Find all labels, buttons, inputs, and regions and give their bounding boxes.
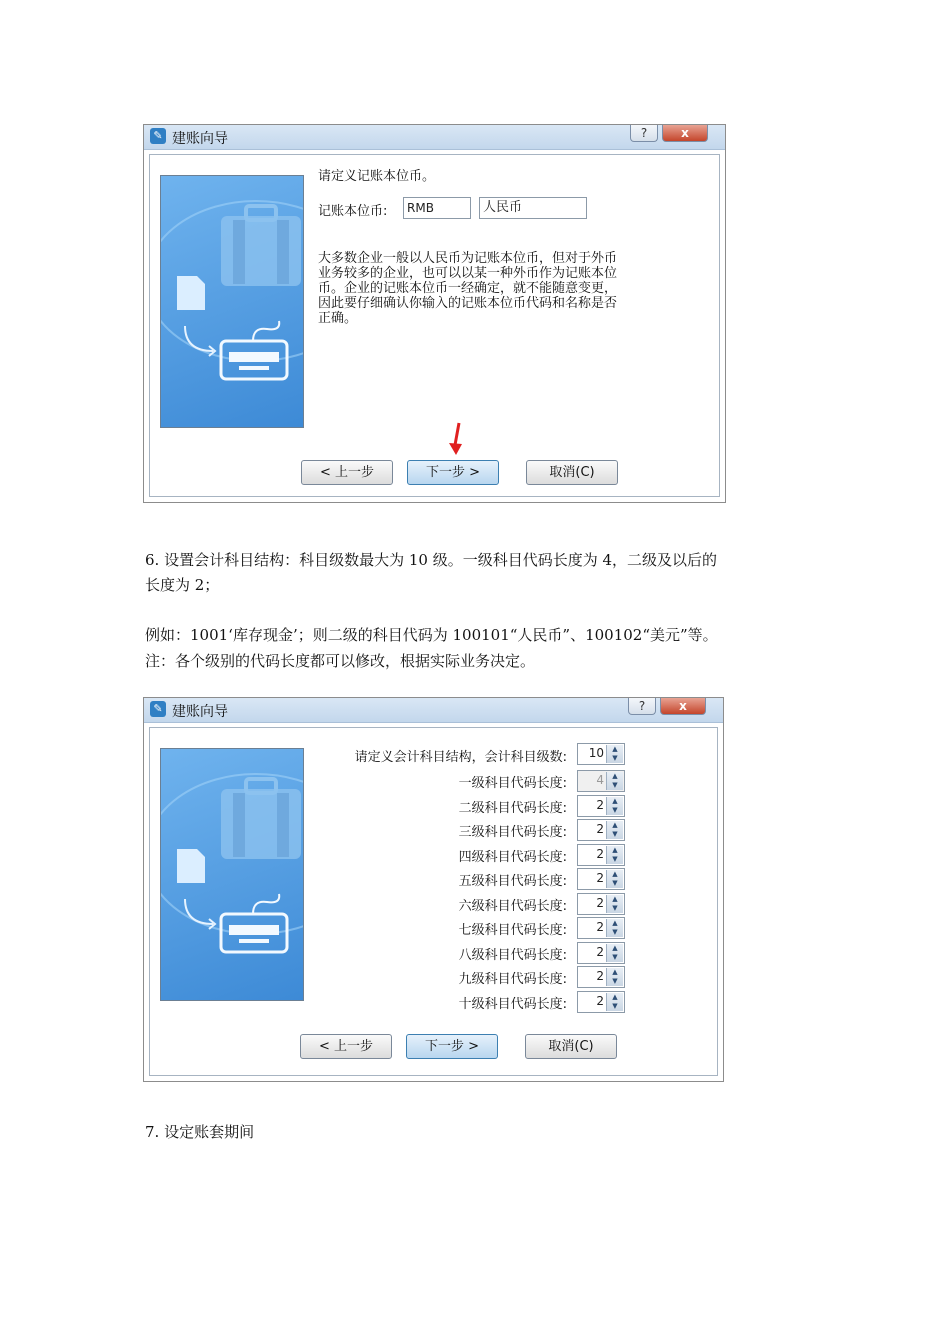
level-length-value: 2 xyxy=(596,798,604,812)
level-length-label: 九级科目代码长度: xyxy=(458,972,567,987)
wizard-illustration-graphic xyxy=(161,176,304,428)
wizard-dialog-currency xyxy=(143,124,726,503)
level-length-stepper[interactable] xyxy=(577,917,625,939)
levels-stepper[interactable] xyxy=(577,743,625,765)
step6-line3: 例如：1001‘库存现金’；则二级的科目代码为 100101“人民币”、100102“美元”等。 xyxy=(145,626,718,644)
level-length-value: 4 xyxy=(596,773,604,787)
currency-name-input[interactable]: 人民币 xyxy=(479,197,587,219)
app-icon: ✎ xyxy=(150,701,166,717)
level-length-value: 2 xyxy=(596,871,604,885)
level-length-value: 2 xyxy=(596,969,604,983)
level-length-stepper xyxy=(577,770,625,792)
level-length-label: 三级科目代码长度: xyxy=(458,825,567,840)
spin-arrows-icon[interactable]: ▲ ▼ xyxy=(606,993,623,1011)
close-button[interactable]: x xyxy=(660,698,706,715)
level-length-label: 五级科目代码长度: xyxy=(458,874,567,889)
next-button[interactable]: 下一步 > xyxy=(406,1034,498,1059)
red-arrow-icon xyxy=(447,421,465,457)
level-length-stepper[interactable] xyxy=(577,942,625,964)
level-length-value: 2 xyxy=(596,847,604,861)
level-length-label: 六级科目代码长度: xyxy=(458,899,567,914)
wizard-illustration-graphic xyxy=(161,749,304,1001)
spin-arrows-icon[interactable]: ▲ ▼ xyxy=(606,919,623,937)
spin-arrows-icon[interactable]: ▲ ▼ xyxy=(606,821,623,839)
prev-button[interactable]: < 上一步 xyxy=(301,460,393,485)
spin-arrows-icon[interactable]: ▲ ▼ xyxy=(606,968,623,986)
level-length-label: 十级科目代码长度: xyxy=(458,997,567,1012)
level-length-value: 2 xyxy=(596,920,604,934)
wizard-illustration xyxy=(160,175,304,428)
level-length-stepper[interactable] xyxy=(577,991,625,1013)
level-length-stepper[interactable] xyxy=(577,795,625,817)
level-length-label: 八级科目代码长度: xyxy=(458,948,567,963)
wizard-illustration xyxy=(160,748,304,1001)
spin-arrows-icon[interactable]: ▲ ▼ xyxy=(606,870,623,888)
level-length-value: 2 xyxy=(596,896,604,910)
level-length-label: 七级科目代码长度: xyxy=(458,923,567,938)
step6-line1: 6. 设置会计科目结构：科目级数最大为 10 级。一级科目代码长度为 4，二级及以后的 xyxy=(145,551,718,569)
spin-arrows-icon[interactable]: ▲ ▼ xyxy=(606,944,623,962)
dialog-body xyxy=(149,727,718,1076)
spin-arrows-icon[interactable]: ▲ ▼ xyxy=(606,895,623,913)
cancel-button[interactable]: 取消(C) xyxy=(526,460,618,485)
level-length-value: 2 xyxy=(596,994,604,1008)
level-length-label: 四级科目代码长度: xyxy=(458,850,567,865)
currency-description: 大多数企业一般以人民币为记账本位币，但对于外币业务较多的企业，也可以以某一种外币作为记账本位币。企业的记账本位币一经确定，就不能随意变更，因此要仔细确认你输入的记账本位币代码和名称是否正确。 xyxy=(318,251,618,326)
step6-line2: 长度为 2； xyxy=(145,576,220,594)
spin-arrows-icon[interactable]: ▲ ▼ xyxy=(606,797,623,815)
title-bar[interactable] xyxy=(144,125,725,150)
app-icon: ✎ xyxy=(150,128,166,144)
level-length-stepper[interactable] xyxy=(577,868,625,890)
dialog-title: 建账向导 xyxy=(172,704,228,720)
close-button[interactable]: x xyxy=(662,125,708,142)
spin-arrows-icon[interactable]: ▲ ▼ xyxy=(606,846,623,864)
spin-arrows-icon: ▲ ▼ xyxy=(606,772,623,790)
help-button[interactable]: ? xyxy=(628,698,656,715)
level-length-label: 二级科目代码长度: xyxy=(458,801,567,816)
level-length-stepper[interactable] xyxy=(577,966,625,988)
level-length-value: 2 xyxy=(596,822,604,836)
level-length-label: 一级科目代码长度: xyxy=(458,776,567,791)
dialog-body xyxy=(149,154,720,497)
step7-heading: 7. 设定账套期间 xyxy=(145,1123,255,1141)
wizard-dialog-account-structure xyxy=(143,697,724,1082)
title-bar[interactable] xyxy=(144,698,723,723)
dialog-title: 建账向导 xyxy=(172,131,228,147)
levels-prompt: 请定义会计科目结构，会计科目级数: xyxy=(354,750,567,765)
step6-line4: 注：各个级别的代码长度都可以修改，根据实际业务决定。 xyxy=(145,652,536,670)
next-button[interactable]: 下一步 > xyxy=(407,460,499,485)
cancel-button[interactable]: 取消(C) xyxy=(525,1034,617,1059)
currency-code-input[interactable]: RMB xyxy=(403,197,471,219)
level-length-stepper[interactable] xyxy=(577,844,625,866)
currency-label: 记账本位币: xyxy=(318,204,388,219)
help-button[interactable]: ? xyxy=(630,125,658,142)
prev-button[interactable]: < 上一步 xyxy=(300,1034,392,1059)
level-length-stepper[interactable] xyxy=(577,893,625,915)
currency-prompt: 请定义记账本位币。 xyxy=(318,169,436,184)
spin-arrows-icon[interactable]: ▲ ▼ xyxy=(606,745,623,763)
level-length-stepper[interactable] xyxy=(577,819,625,841)
level-length-value: 2 xyxy=(596,945,604,959)
levels-value: 10 xyxy=(588,746,604,760)
